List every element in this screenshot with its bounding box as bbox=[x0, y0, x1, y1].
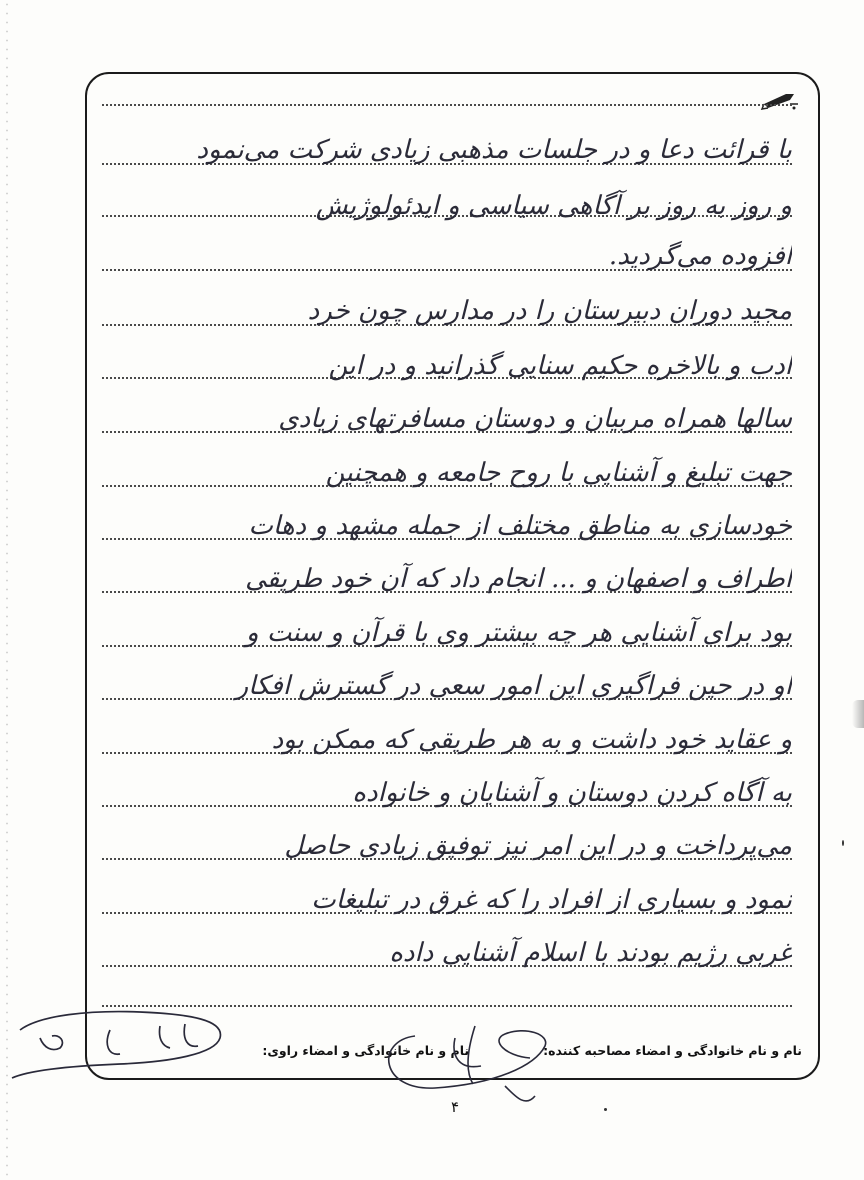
handwritten-line: نمود و بسیاری از افراد را که غرق در تبلیغات bbox=[311, 885, 792, 915]
handwritten-line: و عقاید خود داشت و به هر طریقی که ممکن بود bbox=[271, 725, 792, 755]
interviewer-signature-label: نام و نام خانوادگی و امضاء مصاحبه کننده: bbox=[543, 1042, 802, 1058]
scan-speck bbox=[842, 840, 844, 846]
handwritten-line: او در حین فراگیری این امور سعی در گسترش افکار bbox=[235, 671, 792, 701]
handwritten-line: اطراف و اصفهان و ... انجام داد که آن خود طریقی bbox=[245, 564, 792, 594]
scan-edge-mark bbox=[852, 700, 864, 728]
handwritten-line: سالها همراه مربیان و دوستان مسافرتهای زیادی bbox=[278, 404, 792, 434]
handwritten-line: مجید دوران دبیرستان را در مدارس چون خرد bbox=[307, 296, 792, 326]
handwritten-line: افزوده می‌گردید. bbox=[608, 241, 792, 271]
narrator-signature-label: نام و نام خانوادگی و امضاء راوی: bbox=[262, 1042, 470, 1058]
narrator-signature bbox=[0, 990, 230, 1090]
interviewer-signature bbox=[355, 996, 585, 1116]
handwritten-line: به آگاه کردن دوستان و آشنایان و خانواده bbox=[352, 778, 792, 808]
handwritten-line: بود برای آشنایی هر چه بیشتر وی با قرآن و سنت و bbox=[246, 618, 792, 648]
handwritten-line: خودسازی به مناطق مختلف از جمله مشهد و دهات bbox=[248, 511, 792, 541]
pen-icon bbox=[760, 88, 800, 112]
scan-speck bbox=[604, 1108, 607, 1111]
ruled-line bbox=[102, 104, 792, 106]
handwritten-line: می‌پرداخت و در این امر نیز توفیق زیادی حاصل bbox=[284, 831, 792, 861]
handwritten-line: ادب و بالاخره حکیم سنایی گذرانید و در این bbox=[328, 351, 792, 381]
page-number: ۴ bbox=[450, 1098, 460, 1116]
handwritten-line: با قرائت دعا و در جلسات مذهبی زیادی شرکت می‌نمود bbox=[196, 135, 792, 165]
handwritten-line: غربی رژیم بودند با اسلام آشنایی داده bbox=[389, 938, 792, 968]
handwritten-line: و روز به روز بر آگاهی سیاسی و ایدئولوژیش bbox=[315, 191, 792, 221]
handwritten-line: جهت تبلیغ و آشنایی با روح جامعه و همچنین bbox=[325, 458, 792, 488]
